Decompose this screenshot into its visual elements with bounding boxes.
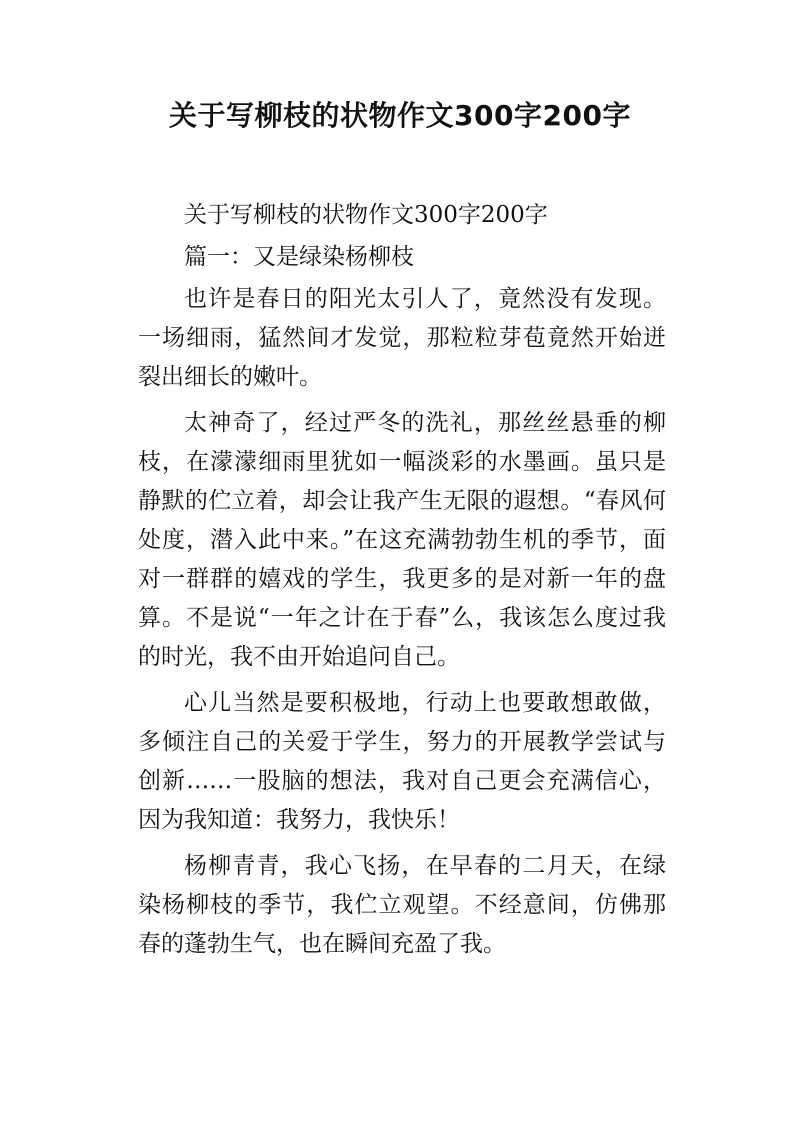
paragraph: 也许是春日的阳光太引人了，竟然没有发现。一场细雨，猛然间才发觉，那粒粒芽苞竟然开始迸裂出细长的嫩叶。 <box>138 286 666 390</box>
paragraph: 杨柳青青，我心飞扬，在早春的二月天，在绿染杨柳枝的季节，我伫立观望。不经意间，仿佛那春的蓬勃生气，也在瞬间充盈了我。 <box>138 853 666 957</box>
paragraph: 心儿当然是要积极地，行动上也要敢想敢做，多倾注自己的关爱于学生，努力的开展教学尝试与创新……一股脑的想法，我对自己更会充满信心，因为我知道：我努力，我快乐！ <box>138 690 666 833</box>
page-title: 关于写柳枝的状物作文300字200字 <box>169 99 631 132</box>
document-body <box>138 196 666 971</box>
paragraph: 太神奇了，经过严冬的洗礼，那丝丝悬垂的柳枝，在濛濛细雨里犹如一幅淡彩的水墨画。虽只是静默的伫立着，却会让我产生无限的遐想。“春风何处度，潜入此中来。”在这充满勃勃生机的季节，面对一群群的嬉戏的学生，我更多的是对新一年的盘算。不是说“一年之计在于春”么，我该怎么度过我的时光，我不由开始追问自己。 <box>138 410 666 670</box>
section-heading: 篇一：又是绿染杨柳枝 <box>184 244 414 270</box>
document-subtitle: 关于写柳枝的状物作文300字200字 <box>184 202 548 228</box>
